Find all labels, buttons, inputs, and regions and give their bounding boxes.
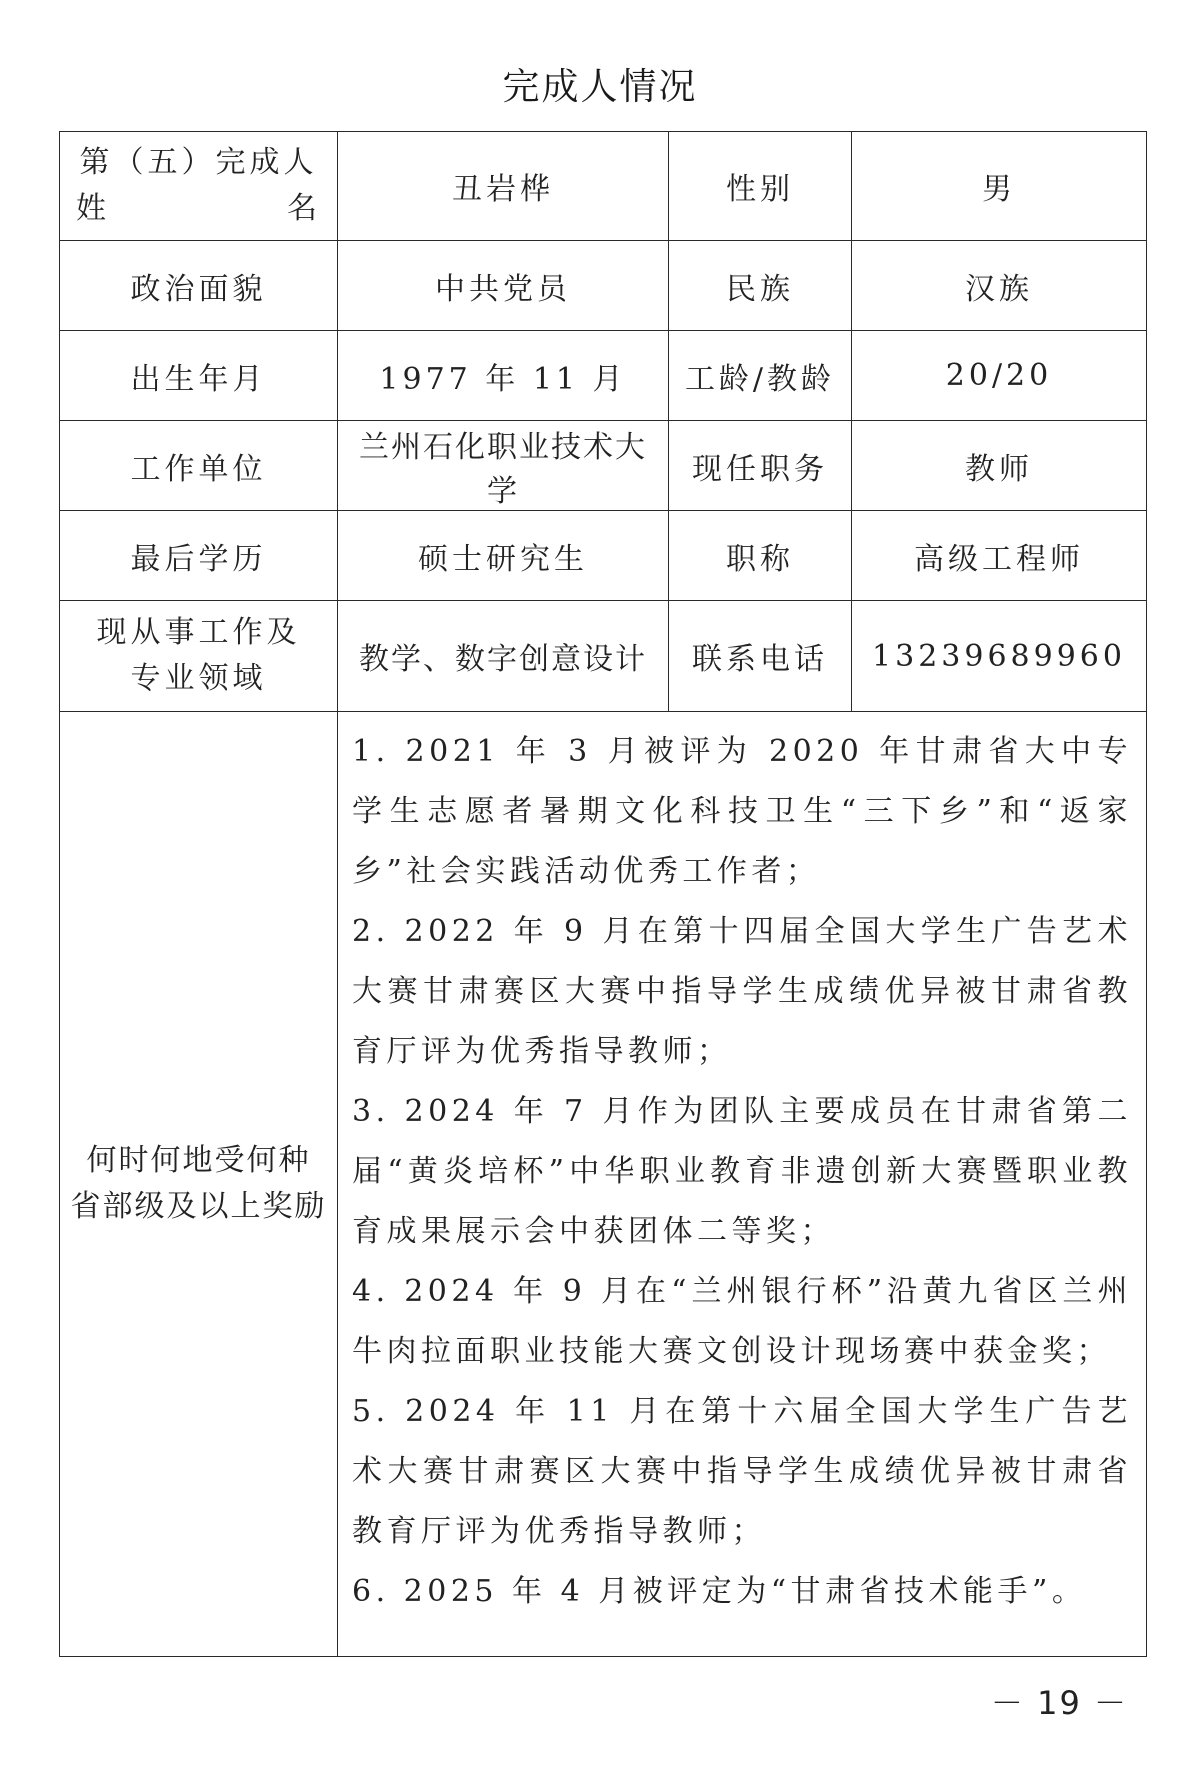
table-row [60, 421, 1147, 511]
award-item: 2. 2022 年 9 月在第十四届全国大学生广告艺术大赛甘肃赛区大赛中指导学生成绩优异被甘肃省教育厅评为优秀指导教师； [352, 914, 1132, 1069]
name-label-char-1: 姓 [76, 191, 110, 226]
ethnicity-value: 汉族 [852, 241, 1147, 331]
employer-label: 工作单位 [60, 421, 338, 511]
gender-label: 性别 [669, 132, 852, 241]
table-row [60, 511, 1147, 601]
position-value: 教师 [852, 421, 1147, 511]
page-number: － 19 － [990, 1684, 1128, 1722]
name-label-line1: 第（五）完成人 [79, 145, 318, 180]
awards-label-line2: 省部级及以上奖励 [70, 1189, 327, 1224]
awards-label-line1: 何时何地受何种 [86, 1143, 311, 1178]
field-value: 教学、数字创意设计 [338, 601, 669, 712]
gender-value: 男 [852, 132, 1147, 241]
birth-label: 出生年月 [60, 331, 338, 421]
field-label-line2: 专业领域 [130, 661, 267, 696]
name-label-char-2: 名 [287, 191, 321, 226]
education-value: 硕士研究生 [338, 511, 669, 601]
seniority-label: 工龄/教龄 [669, 331, 852, 421]
phone-value: 13239689960 [852, 601, 1147, 712]
politics-value: 中共党员 [338, 241, 669, 331]
education-label: 最后学历 [60, 511, 338, 601]
field-label-line1: 现从事工作及 [96, 615, 301, 650]
seniority-value: 20/20 [852, 331, 1147, 421]
award-item: 5. 2024 年 11 月在第十六届全国大学生广告艺术大赛甘肃赛区大赛中指导学生成绩优异被甘肃省教育厅评为优秀指导教师； [352, 1394, 1132, 1549]
name-label-cell [60, 132, 338, 241]
title-label: 职称 [669, 511, 852, 601]
field-label-cell [60, 601, 338, 712]
table-row [60, 712, 1147, 1657]
table-row [60, 241, 1147, 331]
name-value: 丑岩桦 [338, 132, 669, 241]
birth-value: 1977 年 11 月 [338, 331, 669, 421]
awards-label-cell [60, 712, 338, 1657]
position-label: 现任职务 [669, 421, 852, 511]
award-item: 6. 2025 年 4 月被评定为“甘肃省技术能手”。 [352, 1574, 1087, 1609]
title-value: 高级工程师 [852, 511, 1147, 601]
page-title: 完成人情况 [502, 65, 698, 108]
awards-list [338, 712, 1147, 1657]
politics-label: 政治面貌 [60, 241, 338, 331]
table-row [60, 331, 1147, 421]
award-item: 1. 2021 年 3 月被评为 2020 年甘肃省大中专学生志愿者暑期文化科技卫生“三下乡”和“返家乡”社会实践活动优秀工作者； [352, 734, 1132, 889]
table-row [60, 132, 1147, 241]
ethnicity-label: 民族 [669, 241, 852, 331]
info-table [59, 131, 1147, 1657]
award-item: 3. 2024 年 7 月作为团队主要成员在甘肃省第二届“黄炎培杯”中华职业教育非遗创新大赛暨职业教育成果展示会中获团体二等奖； [352, 1094, 1132, 1249]
name-label-line2 [66, 186, 331, 232]
award-item: 4. 2024 年 9 月在“兰州银行杯”沿黄九省区兰州牛肉拉面职业技能大赛文创设计现场赛中获金奖； [352, 1274, 1132, 1369]
employer-value: 兰州石化职业技术大学 [338, 421, 669, 511]
table-row [60, 601, 1147, 712]
phone-label: 联系电话 [669, 601, 852, 712]
